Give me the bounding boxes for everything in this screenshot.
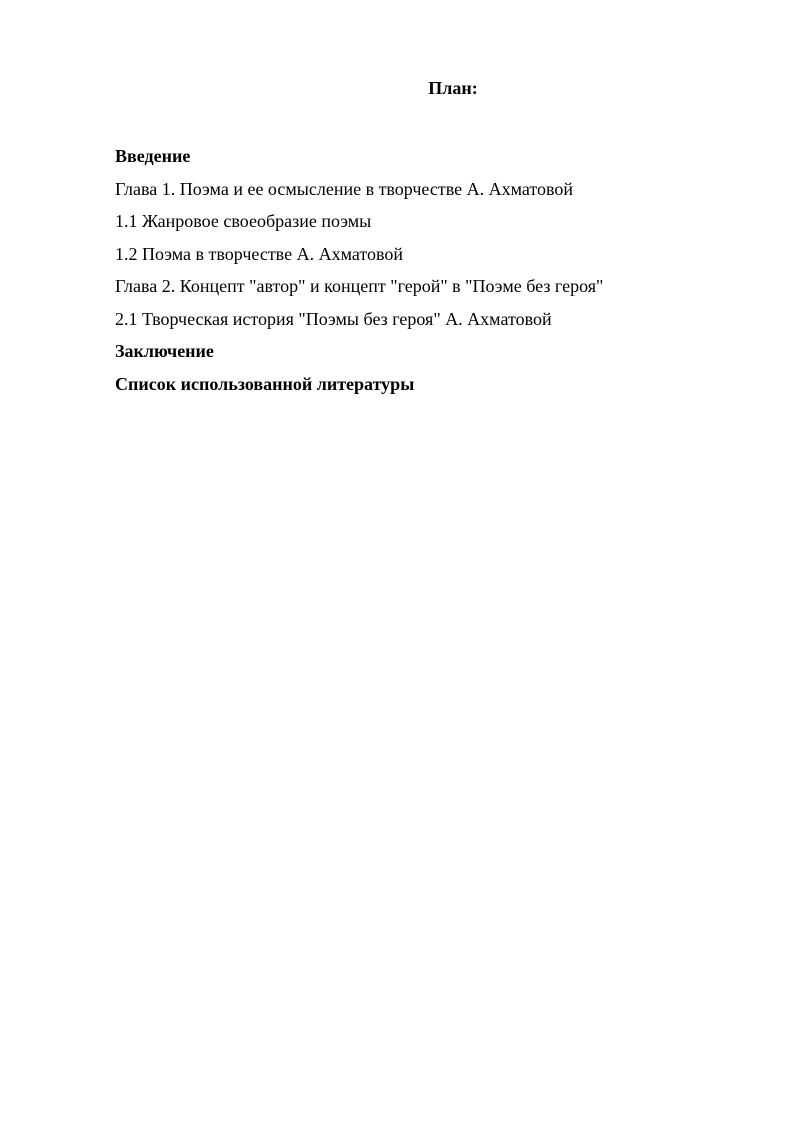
plan-title: План: [428, 78, 478, 98]
plan-item-bibliography: Список использованной литературы [115, 373, 415, 394]
plan-item-section-1-1: 1.1 Жанровое своеобразие поэмы [115, 211, 372, 231]
plan-item-conclusion: Заключение [115, 341, 214, 361]
plan-list [115, 140, 603, 400]
plan-item-chapter-1: Глава 1. Поэма и ее осмысление в творчестве А. Ахматовой [115, 178, 574, 199]
plan-item-introduction: Введение [115, 146, 191, 166]
plan-item-section-2-1: 2.1 Творческая история "Поэмы без героя" А. Ахматовой [115, 308, 552, 329]
plan-item-chapter-2: Глава 2. Концепт "автор" и концепт "герой" в "Поэме без героя" [115, 276, 604, 296]
plan-item-section-1-2: 1.2 Поэма в творчестве А. Ахматовой [115, 243, 403, 264]
